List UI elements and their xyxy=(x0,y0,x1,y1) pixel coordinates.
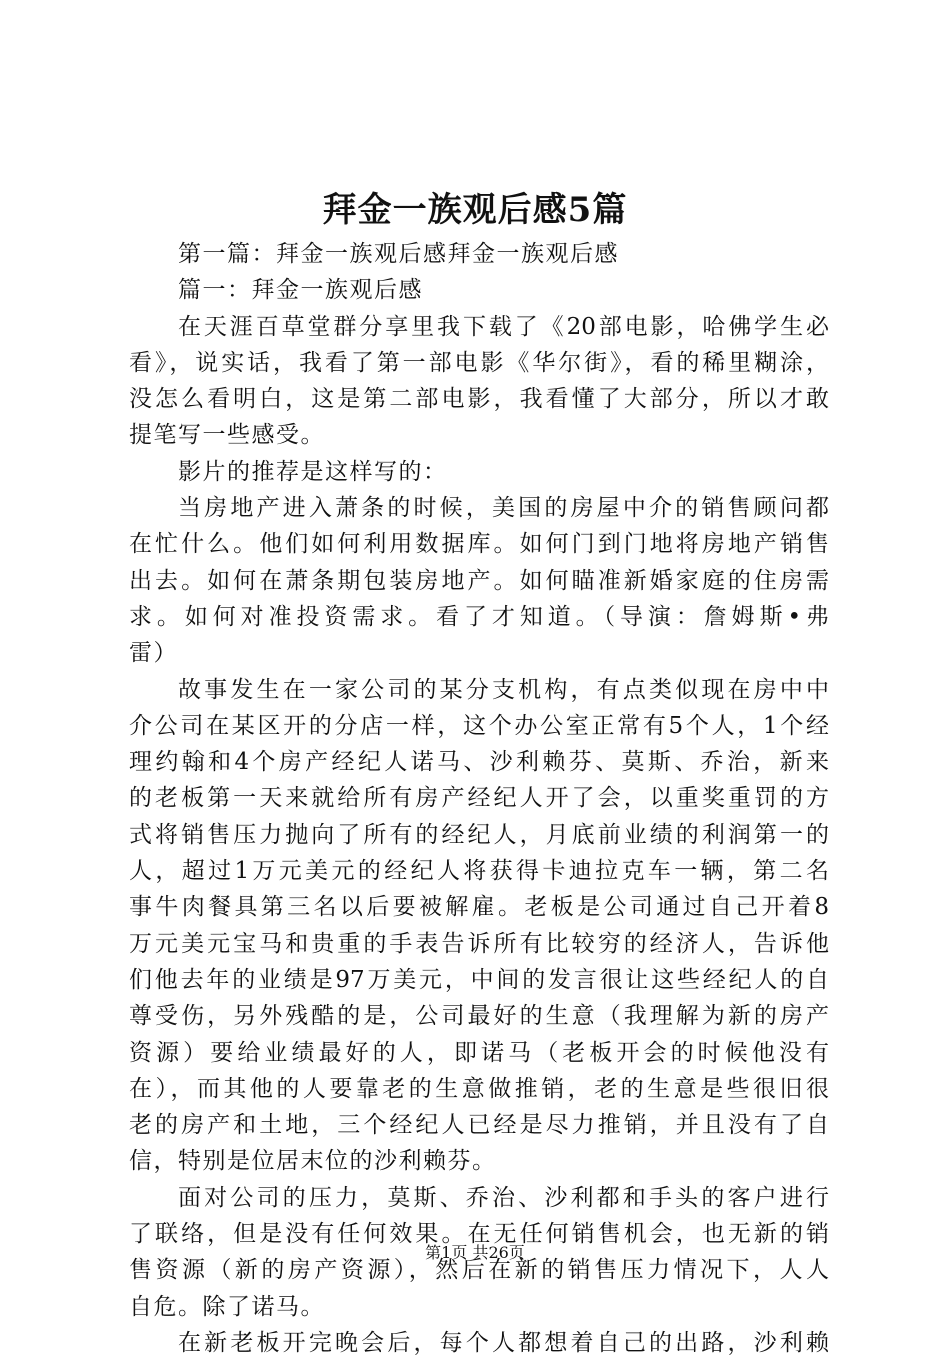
text-line: 信，特别是位居末位的沙利赖芬。 xyxy=(129,1148,497,1175)
text-line: 介公司在某区开的分店一样，这个办公室正常有5个人，1个经 xyxy=(129,712,829,739)
text-line: 在），而其他的人要靠老的生意做推销，老的生意是些很旧很 xyxy=(129,1075,829,1102)
text-line: 们他去年的业绩是97万美元，中间的发言很让这些经纪人的自 xyxy=(129,966,829,993)
text-line: 在天涯百草堂群分享里我下载了《20部电影，哈佛学生必 xyxy=(178,313,829,340)
text-line: 第一篇：拜金一族观后感拜金一族观后感 xyxy=(178,241,619,267)
text-line: 老的房产和土地，三个经纪人已经是尽力推销，并且没有了自 xyxy=(129,1112,829,1139)
text-line: 式将销售压力抛向了所有的经纪人，月底前业绩的利润第一的 xyxy=(129,821,829,848)
text-line: 没怎么看明白，这是第二部电影，我看懂了大部分，所以才敢 xyxy=(129,386,829,413)
text-line: 在新老板开完晚会后，每个人都想着自己的出路，沙利赖 xyxy=(178,1329,829,1356)
text-line: 理约翰和4个房产经纪人诺马、沙利赖芬、莫斯、乔治，新来 xyxy=(129,749,829,776)
text-line: 求。如何对准投资需求。看了才知道。（导演：詹姆斯•弗 xyxy=(129,603,829,630)
text-line: 篇一：拜金一族观后感 xyxy=(178,277,423,304)
text-line: 万元美元宝马和贵重的手表告诉所有比较穷的经济人，告诉他 xyxy=(129,930,829,957)
text-line: 出去。如何在萧条期包装房地产。如何瞄准新婚家庭的住房需 xyxy=(129,567,829,594)
text-line: 售资源（新的房产资源），然后在新的销售压力情况下，人人 xyxy=(129,1257,829,1284)
text-line: 故事发生在一家公司的某分支机构，有点类似现在房中中 xyxy=(178,676,829,703)
text-line: 影片的推荐是这样写的： xyxy=(178,458,448,485)
text-line: 面对公司的压力，莫斯、乔治、沙利都和手头的客户进行 xyxy=(178,1184,829,1211)
text-line: 提笔写一些感受。 xyxy=(129,422,325,449)
page-footer: 第1页 共26页 xyxy=(425,1243,525,1262)
text-line: 资源）要给业绩最好的人，即诺马（老板开会的时候他没有 xyxy=(129,1039,829,1066)
document-title: 拜金一族观后感5篇 xyxy=(322,190,628,230)
text-line: 看》，说实话，我看了第一部电影《华尔街》，看的稀里糊涂， xyxy=(129,349,829,376)
text-line: 事牛肉餐具第三名以后要被解雇。老板是公司通过自己开着8 xyxy=(129,894,829,921)
text-line: 自危。除了诺马。 xyxy=(129,1293,325,1320)
text-line: 尊受伤，另外残酷的是，公司最好的生意（我理解为新的房产 xyxy=(129,1003,829,1030)
text-line: 当房地产进入萧条的时候，美国的房屋中介的销售顾问都 xyxy=(178,495,829,522)
text-line: 的老板第一天来就给所有房产经纪人开了会，以重奖重罚的方 xyxy=(129,785,829,812)
text-line: 在忙什么。他们如何利用数据库。如何门到门地将房地产销售 xyxy=(129,531,829,558)
text-line: 人，超过1万元美元的经纪人将获得卡迪拉克车一辆，第二名 xyxy=(129,858,829,885)
document-body xyxy=(129,236,829,1361)
text-line: 雷） xyxy=(129,640,178,667)
text-line: 了联络，但是没有任何效果。在无任何销售机会，也无新的销 xyxy=(129,1221,829,1248)
